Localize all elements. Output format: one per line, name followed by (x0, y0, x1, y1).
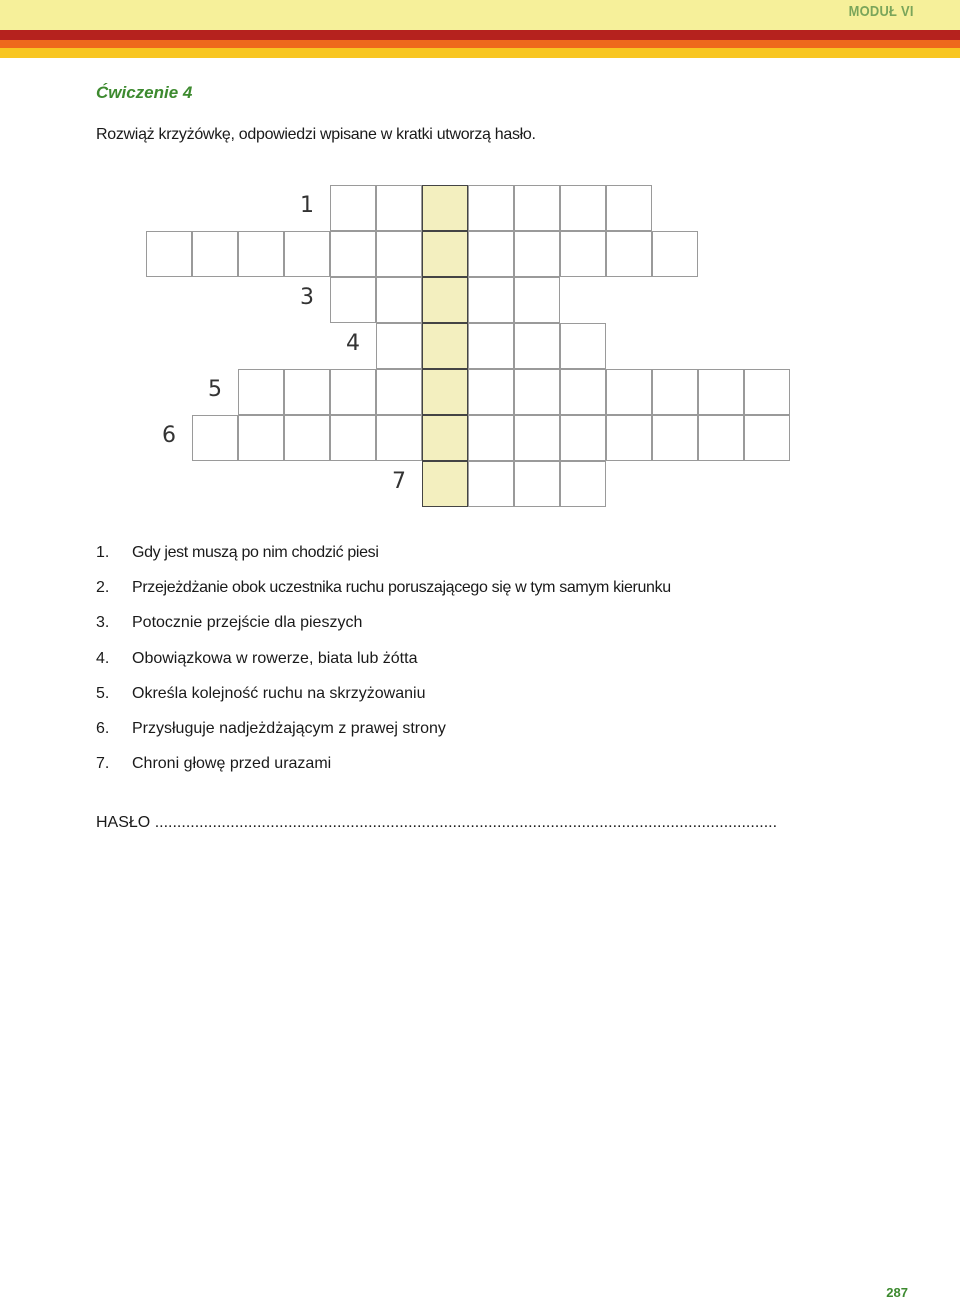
crossword-cell[interactable] (468, 323, 514, 369)
crossword-row-number: 5 (208, 377, 222, 402)
password-cell[interactable] (422, 231, 468, 277)
crossword-cell[interactable] (238, 231, 284, 277)
crossword-cell[interactable] (744, 415, 790, 461)
crossword-row-number: 6 (162, 423, 176, 448)
crossword-cell[interactable] (468, 461, 514, 507)
crossword-cell[interactable] (376, 277, 422, 323)
crossword-cell[interactable] (468, 277, 514, 323)
crossword-cell[interactable] (514, 415, 560, 461)
clue-number: 1. (96, 544, 110, 561)
crossword-cell[interactable] (560, 185, 606, 231)
clue-text: Obowiązkowa w rowerze, biata lub żótta (132, 649, 418, 667)
clue-text: Przysługuje nadjeżdżającym z prawej strony (132, 719, 446, 737)
page-number: 287 (886, 1285, 908, 1300)
clue-text: Gdy jest muszą po nim chodzić piesi (132, 544, 379, 561)
clue-item-7 (96, 755, 671, 790)
crossword-cell[interactable] (606, 369, 652, 415)
crossword-cell[interactable] (514, 461, 560, 507)
clue-item-2 (96, 579, 671, 614)
crossword-cell[interactable] (652, 369, 698, 415)
crossword-cell[interactable] (560, 323, 606, 369)
clue-number: 2. (96, 579, 110, 597)
crossword-cell[interactable] (468, 185, 514, 231)
clue-text: Określa kolejność ruchu na skrzyżowaniu (132, 684, 426, 702)
crossword-cell[interactable] (606, 415, 652, 461)
password-cell[interactable] (422, 185, 468, 231)
crossword-cell[interactable] (744, 369, 790, 415)
password-cell[interactable] (422, 323, 468, 369)
clue-number: 5. (96, 684, 110, 702)
password-label: HASŁO (96, 814, 151, 831)
password-cell[interactable] (422, 415, 468, 461)
crossword-cell[interactable] (238, 415, 284, 461)
crossword-cell[interactable] (284, 369, 330, 415)
crossword-cell[interactable] (376, 323, 422, 369)
crossword-cell[interactable] (560, 231, 606, 277)
clue-item-3 (96, 614, 671, 649)
crossword-cell[interactable] (192, 231, 238, 277)
password-answer-line[interactable]: ............................................................................................................................................ (154, 814, 778, 831)
crossword-cell[interactable] (606, 185, 652, 231)
clue-number: 6. (96, 719, 110, 737)
crossword-cell[interactable] (468, 415, 514, 461)
crossword-cell[interactable] (330, 415, 376, 461)
crossword-cell[interactable] (192, 415, 238, 461)
crossword-cell[interactable] (468, 369, 514, 415)
crossword-cell[interactable] (514, 185, 560, 231)
crossword-cell[interactable] (698, 415, 744, 461)
clue-item-5 (96, 685, 671, 720)
crossword-cell[interactable] (560, 461, 606, 507)
crossword-cell[interactable] (514, 231, 560, 277)
exercise-title: Ćwiczenie 4 (96, 83, 193, 102)
crossword-cell[interactable] (238, 369, 284, 415)
module-label: MODUŁ VI (848, 3, 914, 20)
crossword-row-number: 1 (300, 193, 314, 218)
clue-number: 3. (96, 614, 110, 632)
clue-number: 4. (96, 649, 110, 667)
clue-number: 7. (96, 755, 110, 773)
clue-item-4 (96, 650, 671, 685)
exercise-instruction: Rozwiąż krzyżówkę, odpowiedzi wpisane w kratki utworzą hasło. (96, 126, 536, 143)
clue-text: Chroni głowę przed urazami (132, 755, 332, 773)
clue-list (96, 544, 671, 790)
crossword-cell[interactable] (652, 415, 698, 461)
clue-text: Potocznie przejście dla pieszych (132, 614, 363, 632)
crossword-cell[interactable] (284, 231, 330, 277)
crossword-row-number: 4 (346, 331, 360, 356)
crossword-cell[interactable] (514, 323, 560, 369)
crossword-cell[interactable] (376, 185, 422, 231)
crossword-row-number: 7 (392, 469, 406, 494)
crossword-row-number: 3 (300, 285, 314, 310)
crossword-cell[interactable] (376, 231, 422, 277)
clue-item-6 (96, 720, 671, 755)
password-cell[interactable] (422, 461, 468, 507)
crossword-cell[interactable] (468, 231, 514, 277)
crossword-cell[interactable] (330, 369, 376, 415)
crossword-cell[interactable] (560, 415, 606, 461)
clue-item-1 (96, 544, 671, 579)
crossword-cell[interactable] (330, 185, 376, 231)
crossword-cell[interactable] (514, 277, 560, 323)
crossword-cell[interactable] (376, 415, 422, 461)
crossword-cell[interactable] (514, 369, 560, 415)
crossword-cell[interactable] (560, 369, 606, 415)
password-cell[interactable] (422, 277, 468, 323)
crossword-cell[interactable] (284, 415, 330, 461)
crossword-cell[interactable] (330, 231, 376, 277)
crossword-cell[interactable] (698, 369, 744, 415)
crossword-cell[interactable] (652, 231, 698, 277)
password-line (96, 814, 777, 832)
clue-text: Przejeżdżanie obok uczestnika ruchu poruszającego się w tym samym kierunku (132, 579, 671, 597)
password-cell[interactable] (422, 369, 468, 415)
crossword-cell[interactable] (606, 231, 652, 277)
crossword-cell[interactable] (376, 369, 422, 415)
crossword-grid (0, 0, 960, 520)
crossword-cell[interactable] (330, 277, 376, 323)
crossword-cell[interactable] (146, 231, 192, 277)
